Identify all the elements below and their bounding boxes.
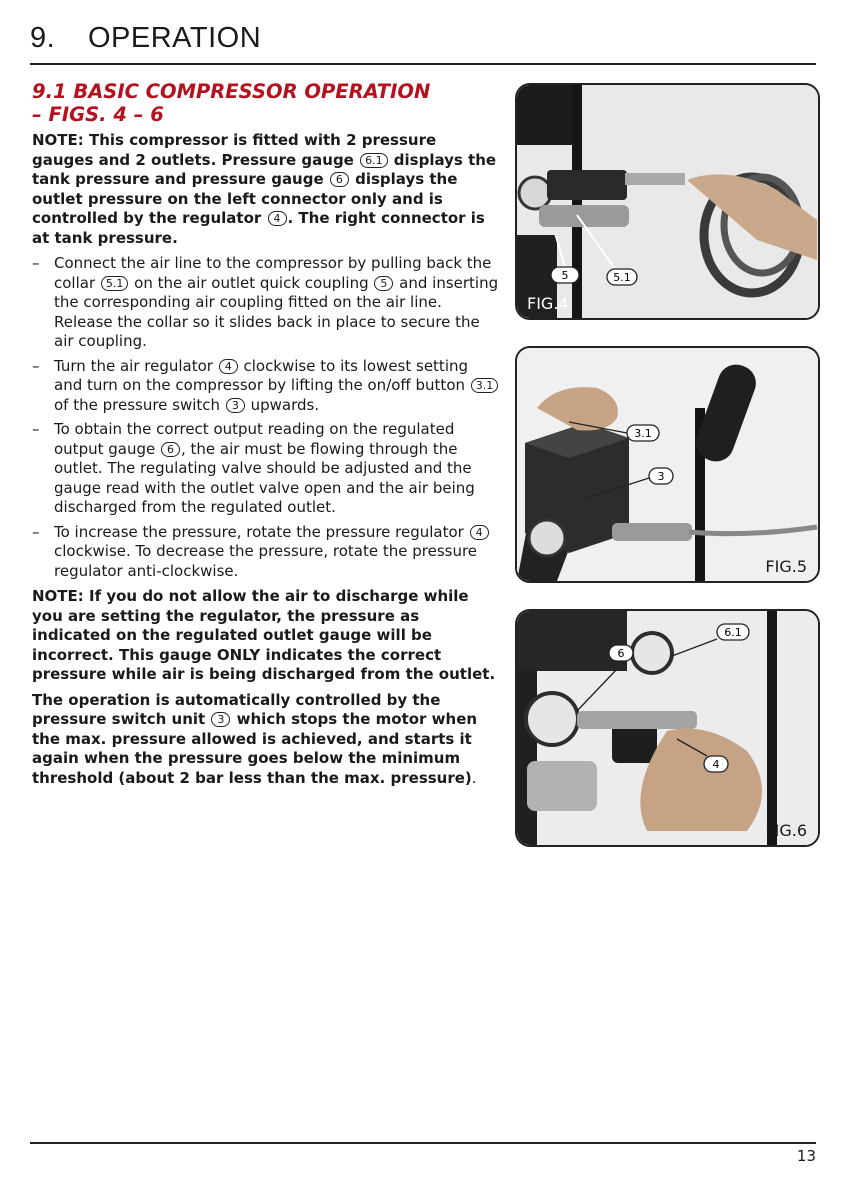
reference-badge: 6	[330, 172, 349, 187]
callout-6-label: 6	[617, 647, 625, 660]
callout-4-label: 4	[712, 758, 720, 771]
step-item	[32, 420, 500, 518]
reference-badge: 6.1	[360, 153, 388, 168]
subsection-title-line1: 9.1 BASIC COMPRESSOR OPERATION	[32, 80, 431, 103]
dash-icon: –	[32, 522, 40, 541]
reference-badge: 3.1	[471, 378, 499, 393]
callout-4	[704, 756, 728, 772]
figure-5-photo	[517, 348, 818, 581]
callout-3	[649, 468, 673, 484]
step-item	[32, 357, 500, 416]
reference-badge: 3	[211, 712, 230, 727]
section-title	[30, 22, 261, 55]
fig6-caption: FIG.6	[765, 821, 807, 840]
footer-rule	[30, 1142, 816, 1144]
step-text: To obtain the correct output reading on the regulated output gauge 6 , the air must be flowing through the outlet. The regulating valve should be adjusted and the gauge read with the outlet valve open and the air being discharged from the regulated outlet.	[54, 420, 475, 516]
fig4-caption: FIG.4	[527, 294, 569, 313]
callout-5	[551, 267, 579, 283]
reference-badge: 4	[268, 211, 287, 226]
figure-4-photo	[517, 85, 818, 318]
step-text: Turn the air regulator 4 clockwise to its lowest setting and turn on the compressor by lifting the on/off button 3.1 of the pressure switch 3 upwards.	[54, 357, 499, 414]
fig5-caption: FIG.5	[765, 557, 807, 576]
reference-badge: 4	[470, 525, 489, 540]
callout-6	[609, 645, 633, 661]
dash-icon: –	[32, 254, 40, 272]
text-column	[32, 80, 500, 794]
step-item	[32, 523, 500, 582]
reference-badge: 5.1	[101, 276, 129, 291]
step-text: To increase the pressure, rotate the pressure regulator 4 clockwise. To decrease the pressure, rotate the pressure regulator anti-clockwise.	[54, 523, 490, 580]
reference-badge: 3	[226, 398, 245, 413]
subsection-title-line2: – FIGS. 4 – 6	[32, 103, 164, 126]
figure-5	[515, 346, 820, 583]
reference-badge: 4	[219, 359, 238, 374]
operation-steps	[32, 254, 500, 581]
section-heading: OPERATION	[88, 22, 262, 54]
step-item	[32, 254, 500, 352]
figure-6-photo	[517, 611, 818, 845]
page-number: 13	[796, 1147, 816, 1165]
reference-badge: 6	[161, 442, 180, 457]
note-gauges: NOTE: This compressor is fitted with 2 pressure gauges and 2 outlets. Pressure gauge 6.1 displays the tank pressure and pressure gauge 6 displays the outlet pressure on the left connector only and is controlled by the regulator 4 . The right connector is at tank pressure.	[32, 131, 497, 247]
callout-5-1	[607, 269, 637, 285]
figure-6	[515, 609, 820, 847]
subsection-title	[32, 80, 500, 126]
dash-icon: –	[32, 356, 40, 375]
section-number: 9.	[30, 22, 56, 54]
callout-3-1	[627, 425, 659, 441]
dash-icon: –	[32, 420, 40, 438]
callout-5-1-label: 5.1	[613, 271, 631, 284]
note-discharge: NOTE: If you do not allow the air to discharge while you are setting the regulator, the pressure as indicated on the regulated outlet gauge will be incorrect. This gauge ONLY indicates the correct pressure while air is being discharged from the outlet.	[32, 587, 496, 683]
reference-badge: 5	[374, 276, 393, 291]
step-text: Connect the air line to the compressor by pulling back the collar 5.1 on the air outlet quick coupling 5 and inserting the corresponding air coupling fitted on the air line. Release the collar so it slides back in place to secure the air coupling.	[54, 254, 499, 350]
callout-3-label: 3	[657, 470, 665, 483]
callout-3-1-label: 3.1	[634, 427, 652, 440]
callout-6-1	[717, 624, 749, 640]
callout-5-label: 5	[561, 269, 569, 282]
note-pressure-switch: The operation is automatically controlled by the pressure switch unit 3 which stops the motor when the max. pressure allowed is achieved, and starts it again when the pressure goes below the minimum threshold (about 2 bar less than the max. pressure).	[32, 690, 478, 787]
callout-6-1-label: 6.1	[724, 626, 742, 639]
figure-4	[515, 83, 820, 320]
title-rule	[30, 63, 816, 65]
